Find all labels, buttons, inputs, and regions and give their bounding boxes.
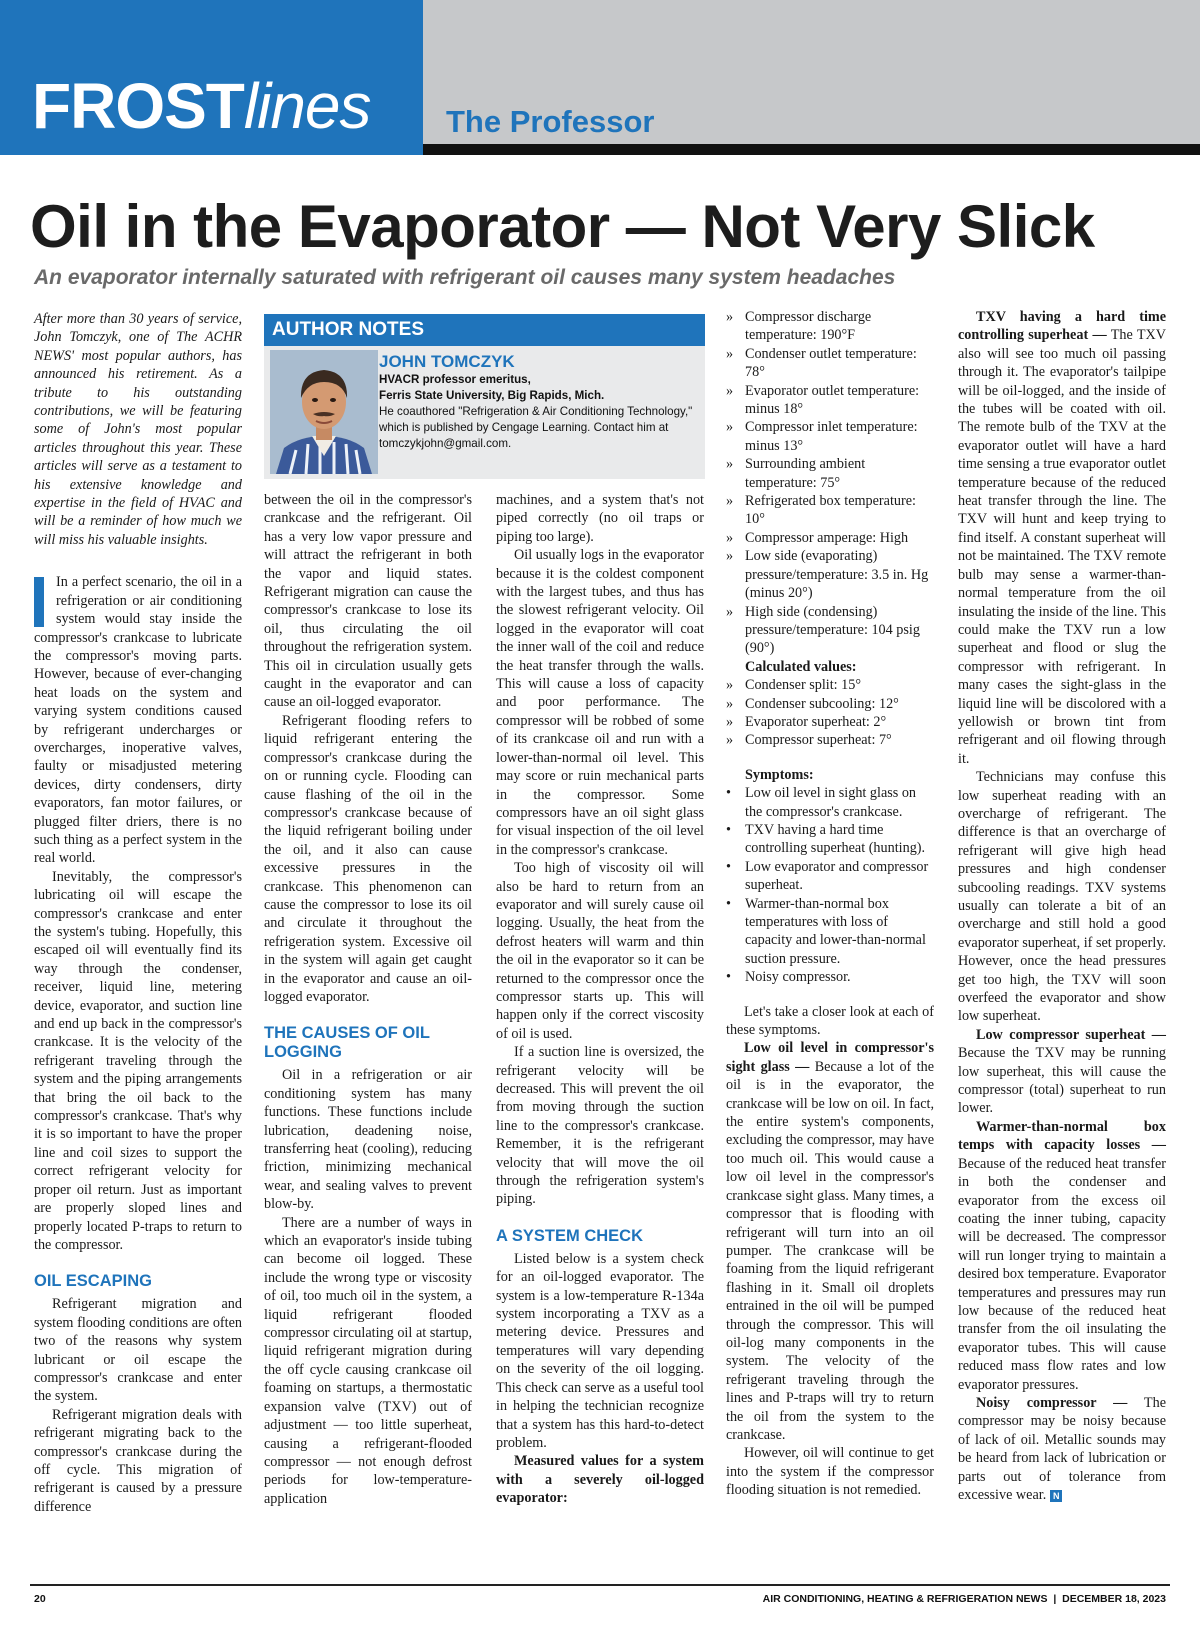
author-affiliation-line: Ferris State University, Big Rapids, Mich. <box>379 389 605 402</box>
body-paragraph: Refrigerant migration deals with refrigerant migrating back to the compressor's crankcase during the off cycle. This migration of refrigerant is caused by a pressure difference <box>34 1406 242 1515</box>
author-photo <box>270 350 378 474</box>
measured-values-lead: Measured values for a system with a severely oil-logged evaporator: <box>496 1453 704 1507</box>
author-notes-text <box>379 352 701 452</box>
run-in-heading: Noisy compressor — <box>976 1394 1128 1411</box>
body-paragraph <box>726 1039 934 1444</box>
list-item: » High side (condensing) pressure/temperature: 104 psig (90°) <box>726 603 920 657</box>
body-paragraph: Technicians may confuse this low superheat reading with an overcharge of refrigerant. The difference is that an overcharge of refrigerant will give high head pressures and high condenser subcooling readings. TXV systems usually can tolerate a bit of an overcharge and still hold a good evaporator superheat, if set properly. However, once the head pressures get too high, the TXV will soon overfeed the evaporator and show low superheat. <box>958 769 1166 1025</box>
list-item: » Evaporator superheat: 2° <box>726 713 887 730</box>
end-mark-icon: N <box>1050 1490 1062 1502</box>
symptoms-list <box>726 784 934 986</box>
list-item: • Low oil level in sight glass on the compressor's crankcase. <box>726 785 917 820</box>
author-title-line: HVACR professor emeritus, <box>379 373 531 386</box>
footer-rule <box>30 1584 1170 1586</box>
body-paragraph: Too high of viscosity oil will also be hard to return from an evaporator and will surely cause oil logging. Usually, the heat from the defrost heaters will warm and thin the oil in the evaporator so it can be returned to the compressor once the compressor starts up. This will happen only if the correct viscosity of oil is used. <box>496 860 704 1042</box>
list-item: » Compressor amperage: High <box>726 529 909 546</box>
list-item: » Compressor superheat: 7° <box>726 732 892 749</box>
column-1 <box>34 310 242 1516</box>
article-subtitle: An evaporator internally saturated with refrigerant oil causes many system headaches <box>34 266 896 289</box>
list-item: » Surrounding ambient temperature: 75° <box>726 456 866 491</box>
column-5 <box>958 308 1166 1504</box>
author-notes-box <box>264 314 705 479</box>
publication-name: AIR CONDITIONING, HEATING & REFRIGERATION NEWS <box>762 1593 1048 1605</box>
run-in-heading: Low oil level in compressor's sight glass — <box>726 1040 934 1075</box>
drop-cap-bar <box>34 577 44 627</box>
column-name: The Professor <box>446 104 655 139</box>
body-paragraph <box>958 308 1166 768</box>
body-paragraph: Oil in a refrigeration or air conditioning system has many functions. These functions include lubrication, deadening noise, transferring heat (cooling), reducing friction, minimizing mechanical wear, and sealing valves to prevent blow-by. <box>264 1067 472 1213</box>
column-4 <box>726 308 934 1500</box>
body-paragraph <box>34 573 242 868</box>
list-item: • TXV having a hard time controlling superheat (hunting). <box>726 821 926 857</box>
body-paragraph: If a suction line is oversized, the refrigerant velocity will be decreased. This will prevent the oil from moving through the suction line to the compressor's crankcase. Remember, it is the refrigerant velocity that will move the oil through the refrigeration system's piping. <box>496 1044 704 1208</box>
body-paragraph: Inevitably, the compressor's lubricating oil will escape the compressor's crankcase and enter the system's tubing. Hopefully, this escaped oil will eventually find its way through the condenser, receiver, liquid line, metering device, evaporator, and suction line and end up back in the compressor's crankcase. It is the velocity of the refrigerant traveling through the system and the piping arrangements that bring the oil back to the compressor's crankcase. That's why it is so important to have the proper line and coil sizes to support the correct refrigerant velocity for proper oil return. Just as important are properly sloped lines and properly located P-traps to return to the compressor. <box>34 868 242 1253</box>
body-paragraph: Oil usually logs in the evaporator because it is the coldest component with the largest tubes, and thus has the slowest refrigerant velocity. Oil logged in the evaporator will coat the inner wall of the coil and reduce the heat transfer through the walls. This will cause a loss of capacity and poor performance. The compressor will be robbed of some of its crankcase oil and run with a lower-than-normal oil level. This may score or ruin mechanical parts in the compressor. Some compressors have an oil sight glass for visual inspection of the oil level in the compressor's crankcase. <box>496 547 704 858</box>
list-item: » Compressor inlet temperature: minus 13° <box>726 419 918 454</box>
section-heading-system-check: A SYSTEM CHECK <box>496 1226 643 1245</box>
author-name: JOHN TOMCZYK <box>379 352 515 371</box>
list-item: • Warmer-than-normal box temperatures with loss of capacity and lower-than-normal suction pressure. <box>726 895 926 967</box>
calculated-values-heading: Calculated values: <box>745 658 857 675</box>
author-notes-heading: AUTHOR NOTES <box>264 314 705 346</box>
run-in-heading: Low compressor superheat — <box>976 1026 1166 1043</box>
footer-publication <box>763 1592 1166 1606</box>
list-item: » Refrigerated box temperature: 10° <box>726 493 916 528</box>
author-bio-line: He coauthored "Refrigeration & Air Conditioning Technology," which is published by Cengage Learning. Contact him at tomczykjohn@gmail.com. <box>379 405 693 450</box>
body-paragraph: There are a number of ways in which an evaporator's inside tubing can become oil logged. These include the wrong type or viscosity of oil, too much oil in the system, a liquid refrigerant flooded compressor circulating oil at startup, liquid refrigerant migration during the off cycle causing crankcase oil foaming on startups, a thermostatic expansion valve (TXV) out of adjustment — too little superheat, causing a refrigerant-flooded compressor — not enough defrost periods for low-temperature-application <box>264 1214 472 1507</box>
body-paragraph <box>958 1394 1166 1504</box>
body-paragraph: Refrigerant migration and system flooding conditions are often two of the reasons why system lubricant or oil escape the compressor's crankcase and enter the system. <box>34 1296 242 1405</box>
calculated-values-list <box>726 676 934 750</box>
column-3 <box>496 491 704 1508</box>
body-text: The TXV also will see too much oil passing through it. The evaporator's tailpipe will be oil-logged, and the inside of the tubes will be coated with oil. The remote bulb of the TXV at the evaporator outlet will have a hard time sensing a true evaporator outlet temperature because of the reduced heat transfer through the line. The TXV will hunt and keep trying to find itself. A constant superheat will not be maintained. The TXV remote bulb may sense a warmer-than-normal temperature from the oil insulating the inside of the line. This could make the TXV run a low superheat and flood or slug the compressor with refrigerant. In many cases the sight-glass in the liquid line will be discolored with a yellowish or brown tint from refrigerant and oil flowing through it. <box>958 327 1166 767</box>
list-item: • Noisy compressor. <box>726 969 851 986</box>
footer-separator: | <box>1053 1593 1057 1605</box>
list-item: » Evaporator outlet temperature: minus 18° <box>726 382 920 418</box>
measured-values-list <box>726 308 934 658</box>
body-text: Because the TXV may be running low superheat, this will cause the compressor (total) superheat to run lower. <box>958 1045 1166 1117</box>
run-in-heading: Warmer-than-normal box temps with capacity losses — <box>958 1118 1166 1154</box>
body-paragraph <box>958 1026 1166 1118</box>
issue-date: DECEMBER 18, 2023 <box>1062 1593 1166 1605</box>
symptoms-heading: Symptoms: <box>745 766 814 783</box>
body-text: The compressor may be noisy because of lack of oil. Metallic sounds may be heard from lack of lubrication or parts out of tolerance from excessive wear. <box>958 1394 1166 1503</box>
column-2 <box>264 491 472 1508</box>
body-paragraph: machines, and a system that's not piped correctly (no oil traps or piping too large). <box>496 492 704 545</box>
list-item: » Condenser outlet temperature: 78° <box>726 345 917 381</box>
section-heading-causes: THE CAUSES OF OIL LOGGING <box>264 1024 430 1062</box>
body-paragraph: Let's take a closer look at each of these symptoms. <box>726 1003 934 1039</box>
logo-bold: FROST <box>32 70 244 142</box>
body-paragraph: Listed below is a system check for an oil-logged evaporator. The system is a low-temperature R-134a system incorporating a TXV as a metering device. Pressures and temperatures will vary depending on the severity of the oil logging. This check can serve as a useful tool in helping the technician recognize that a system has this hard-to-detect problem. <box>496 1250 704 1451</box>
body-paragraph <box>958 1118 1166 1394</box>
author-portrait-icon <box>270 350 378 474</box>
banner-rule <box>423 144 1200 155</box>
list-item: » Condenser split: 15° <box>726 677 862 694</box>
list-item: • Low evaporator and compressor superheat. <box>726 858 929 894</box>
logo-italic: lines <box>243 70 371 142</box>
list-item: » Low side (evaporating) pressure/temperature: 3.5 in. Hg (minus 20°) <box>726 548 929 602</box>
section-heading-oil-escaping: OIL ESCAPING <box>34 1272 152 1291</box>
body-text: Because a lot of the oil is in the evaporator, the crankcase will be low on oil. In fact, the entire system's components, excluding the compressor, may have too much oil. This would cause a low oil level in the compressor's crankcase sight glass. Many times, a compressor that is flooding with refrigerant will turn into an oil pumper. The crankcase will be foaming from the liquid refrigerant flashing in it. Small oil droplets entrained in the oil will be pumped through the compressor. This will oil-log many components in the system. The velocity of the refrigerant traveling through the lines and P-traps will try to return the oil from the system to the crankcase. <box>726 1058 934 1443</box>
intro-paragraph: After more than 30 years of service, John Tomczyk, one of The ACHR NEWS' most popular authors, has announced his retirement. As a tribute to his outstanding contributions, we will be featuring some of John's most popular articles throughout this year. These articles will serve as a testament to his extensive knowledge and expertise in the field of HVAC and will be a reminder of how much we will miss his valuable insights. <box>34 311 242 548</box>
frostlines-logo <box>32 70 371 142</box>
page-number: 20 <box>34 1593 46 1605</box>
body-text: In a perfect scenario, the oil in a refrigeration or air conditioning system would stay inside the compressor's crankcase to lubricate the compressor's moving parts. However, because of ever-changing heat loads on the system and varying system conditions caused by refrigerant undercharges or overcharges, inoperative valves, faulty or misadjusted metering devices, dirty condensers, dirty evaporators, fan motor failures, or plugged filter driers, there is no such thing as a perfect system in the real world. <box>34 574 242 867</box>
article-title: Oil in the Evaporator — Not Very Slick <box>30 193 1095 260</box>
body-paragraph: However, oil will continue to get into the system if the compressor flooding situation is not remedied. <box>726 1445 934 1499</box>
run-in-heading: TXV having a hard time controlling superheat — <box>958 309 1166 344</box>
body-paragraph: between the oil in the compressor's crankcase and the refrigerant. Oil has a very low vapor pressure and will attract the refrigerant in both the vapor and liquid states. Refrigerant migration can cause the compressor's crankcase to lose its oil, thus circulating the oil throughout the refrigeration system. This oil in circulation usually gets caught in the evaporator and can cause an oil-logged evaporator. <box>264 492 472 711</box>
list-item: » Compressor discharge temperature: 190°F <box>726 309 872 344</box>
list-item: » Condenser subcooling: 12° <box>726 695 899 712</box>
body-text: Because of the reduced heat transfer in both the condenser and evaporator from the excess oil coating the inner tubing, capacity will be decreased. The compressor will run longer trying to maintain a desired box temperature. Evaporator temperatures and pressures may run low because of the reduced heat transfer from the oil insulating the evaporator tubes. This will cause reduced mass flow rates and low evaporator pressures. <box>958 1155 1166 1393</box>
body-paragraph: Refrigerant flooding refers to liquid refrigerant entering the compressor's crankcase during the on or running cycle. Flooding can cause flashing of the oil in the compressor's crankcase because of the liquid refrigerant boiling under the oil, and it also can cause excessive pressures in the crankcase. This phenomenon can cause the compressor to lose its oil and circulate it throughout the refrigeration system. Excessive oil in the system will again get caught in the evaporator and cause an oil-logged evaporator. <box>264 712 472 1005</box>
